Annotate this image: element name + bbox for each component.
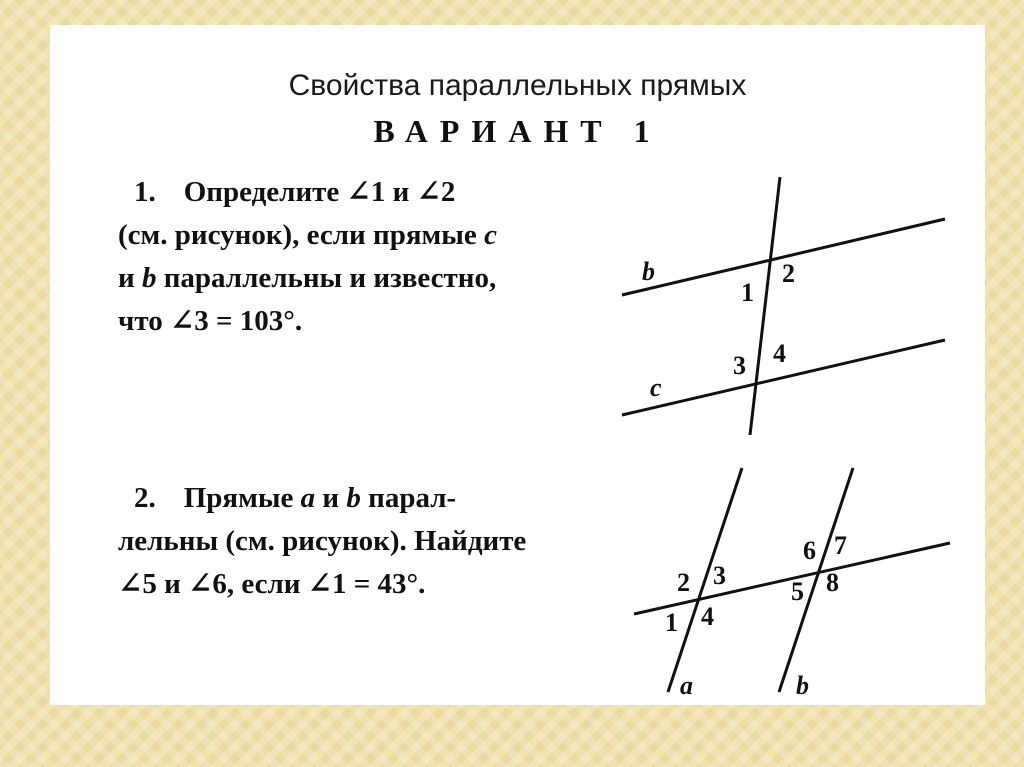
figure-2-label-b: b [796, 671, 809, 700]
figure-1-label-b: b [642, 257, 655, 286]
problem-1-text: 2 [440, 176, 456, 208]
problem-2-text: 6, если [212, 568, 301, 600]
problem-1-text: что [118, 305, 163, 337]
figure-2-angle-5: 5 [791, 577, 804, 606]
angle-symbol: ∠ [118, 568, 143, 600]
problem-1-text: Определите [183, 176, 340, 208]
problem-2-text: и [322, 482, 340, 514]
figure-2-angle-7: 7 [834, 531, 847, 560]
variable-c: c [484, 219, 497, 251]
figure-2-angle-3: 3 [713, 561, 726, 590]
problem-2-text: парал- [368, 482, 457, 514]
problem-2-text: льны (см. рисунок). Найдите [147, 525, 527, 557]
problem-1-text: (см. рисунок), если прямые [118, 219, 477, 251]
angle-symbol: ∠ [188, 568, 213, 600]
figure-1-angle-2: 2 [782, 259, 795, 288]
figure-2-angle-4: 4 [701, 602, 714, 631]
figure-2-angle-2: 2 [677, 568, 690, 597]
angle-symbol: ∠ [346, 176, 371, 208]
problem-1-text: параллельны и известно, [163, 262, 497, 294]
problem-2-text: Прямые [183, 482, 294, 514]
problem-1-text: 3 = 103°. [194, 305, 303, 337]
figure-2-label-a: a [680, 671, 693, 700]
figure-1-angle-3: 3 [733, 351, 746, 380]
figure-1-label-c: c [650, 373, 662, 402]
figure-2-angle-6: 6 [803, 536, 816, 565]
problem-2-text: 5 и [142, 568, 181, 600]
problem-1-number: 1. [134, 176, 156, 208]
problem-2-text: ле [118, 525, 148, 557]
variable-b: b [141, 262, 157, 294]
slide-title: Свойства параллельных прямых [288, 69, 747, 102]
angle-symbol: ∠ [307, 568, 332, 600]
problem-1-text: и [118, 262, 135, 294]
angle-symbol: ∠ [416, 176, 441, 208]
problem-1-text: 1 и [370, 176, 410, 208]
transversal [750, 177, 780, 435]
angle-symbol: ∠ [169, 305, 195, 337]
problem-2-text: 1 = 43°. [331, 568, 426, 600]
figure-2-angle-1: 1 [665, 608, 678, 637]
variant-heading: ВАРИАНТ 1 [373, 113, 662, 149]
figure-1-angle-1: 1 [741, 278, 754, 307]
figure-1-angle-4: 4 [773, 339, 786, 368]
variable-a: a [300, 482, 316, 514]
problem-2-number: 2. [134, 482, 156, 514]
figure-1 [622, 177, 945, 435]
figure-2-angle-8: 8 [826, 568, 839, 597]
variable-b: b [346, 482, 361, 514]
